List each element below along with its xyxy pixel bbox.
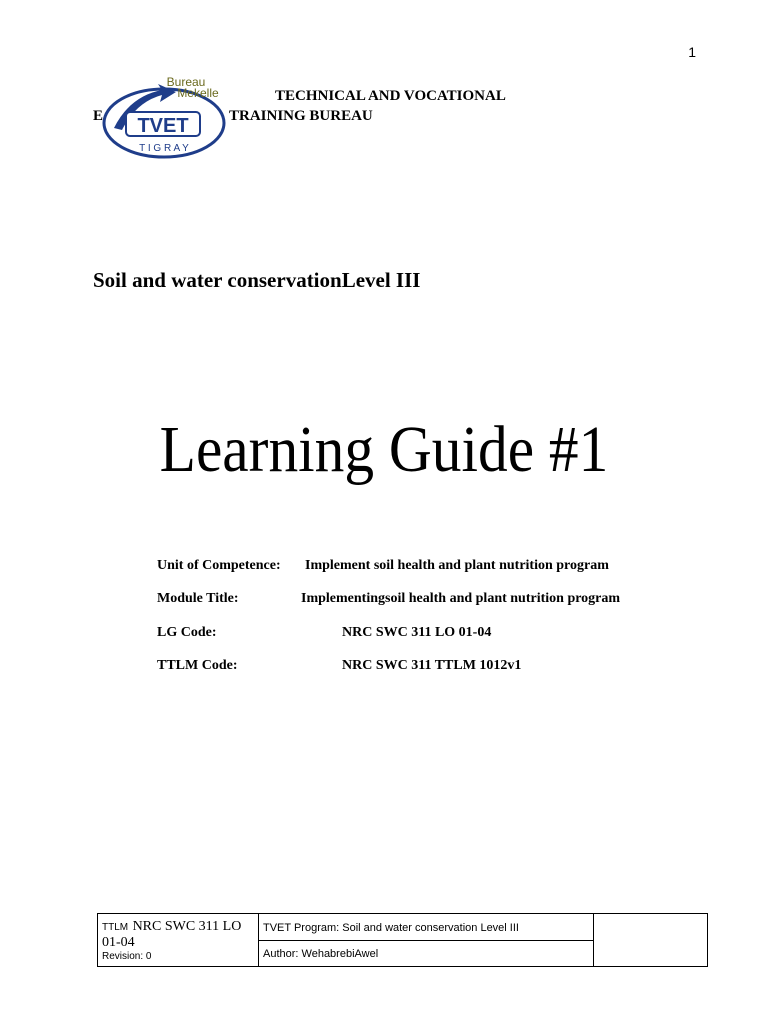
document-title: Learning Guide #1 [159, 413, 609, 486]
logo-mekelle-text: Mekelle [177, 86, 219, 100]
page-number: 1 [688, 44, 696, 60]
header-line-2-prefix: E [93, 108, 104, 124]
meta-value: NRC SWC 311 LO 01-04 [342, 625, 492, 640]
footer-ttlm-cell [98, 914, 259, 967]
tvet-logo [100, 76, 232, 162]
program-subtitle: Soil and water conservationLevel III [93, 268, 421, 292]
meta-module-title [157, 591, 621, 607]
meta-value: Implementingsoil health and plant nutrition program [301, 591, 621, 606]
footer-ttlm-code: NRC SWC 311 LO [132, 918, 242, 934]
footer-ttlm-code-2: 01-04 [102, 934, 135, 950]
logo-bureau-text: Bureau [166, 76, 206, 89]
footer-program: TVET Program: Soil and water conservation Level III [263, 921, 519, 934]
logo-tvet-text: TVET [137, 115, 189, 137]
footer-empty-cell [594, 914, 708, 967]
logo-tigray-text: T I G R A Y [139, 143, 189, 154]
meta-unit-of-competence [157, 558, 609, 574]
meta-label: TTLM Code: [157, 658, 238, 673]
meta-label: Module Title: [157, 591, 239, 606]
footer-table [97, 913, 708, 967]
footer-ttlm-prefix: TTLM [102, 921, 129, 933]
meta-value: NRC SWC 311 TTLM 1012v1 [342, 658, 522, 673]
meta-value: Implement soil health and plant nutrition program [305, 558, 609, 573]
meta-label: LG Code: [157, 625, 217, 640]
header-line-2: TRAINING BUREAU [229, 108, 373, 124]
footer-author-cell [259, 940, 594, 967]
meta-lg-code [157, 625, 492, 641]
meta-label: Unit of Competence: [157, 558, 281, 573]
footer-author: Author: WehabrebiAwel [263, 948, 379, 961]
footer-program-cell [259, 914, 594, 941]
footer-revision: Revision: 0 [102, 950, 152, 962]
header-line-1: TECHNICAL AND VOCATIONAL [275, 88, 506, 104]
meta-ttlm-code [157, 658, 522, 674]
